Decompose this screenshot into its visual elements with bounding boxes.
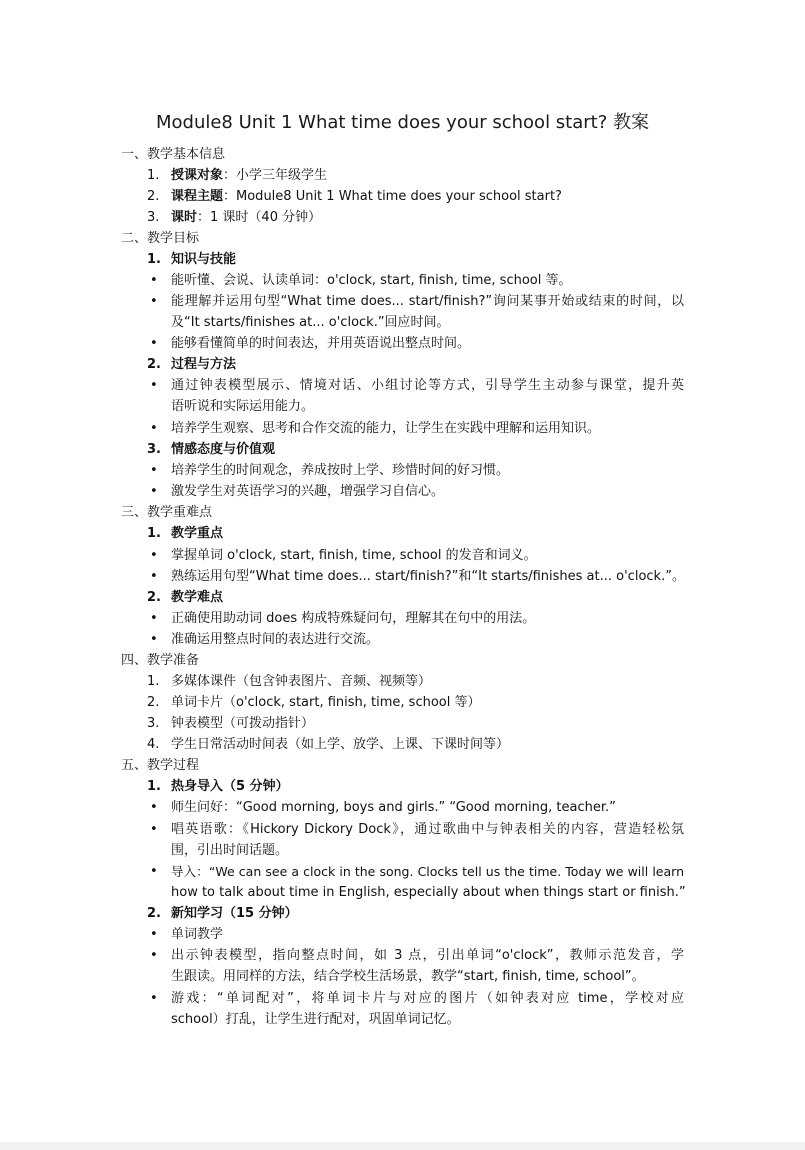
bullet-text: 掌握单词 o'clock, start, finish, time, school 的发音和词义。 [171,548,537,563]
subheading-warmup: 热身导入（5 分钟） [171,779,289,794]
bullet-text: 准确运用整点时间的表达进行交流。 [171,632,380,647]
info-value: ：Module8 Unit 1 What time does your school start? [223,189,562,204]
section-heading-objectives: 二、教学目标 [121,231,200,246]
bullet-icon: • [150,991,158,1006]
subheading-knowledge: 知识与技能 [171,252,237,267]
bullet-text: 培养学生观察、思考和合作交流的能力，让学生在实践中理解和运用知识。 [171,421,601,436]
subheading-focus: 教学重点 [171,526,224,541]
bullet-text: 激发学生对英语学习的兴趣，增强学习自信心。 [171,484,445,499]
list-number: 2. [147,189,160,204]
bullet-icon: • [150,569,158,584]
bullet-text-continued: 生跟读。用同样的方法，结合学校生活场景，教学“start, finish, time, school”。 [171,969,645,984]
subheading-difficulty: 教学难点 [171,590,224,605]
list-number: 2. [147,590,161,605]
bullet-text-continued: 语听说和实际运用能力。 [171,399,315,414]
bullet-icon: • [150,294,158,309]
document-title: Module8 Unit 1 What time does your school start? 教案 [155,112,649,133]
bullet-icon: • [150,632,158,647]
bullet-icon: • [150,378,158,393]
prep-item: 学生日常活动时间表（如上学、放学、上课、下课时间等） [171,737,510,752]
bullet-text: 游戏：“单词配对”，将单词卡片与对应的图片（如钟表对应 time，学校对应 [171,991,684,1006]
bullet-text: 师生问好：“Good morning, boys and girls.” “Good morning, teacher.” [171,800,616,815]
bullet-icon: • [150,800,158,815]
list-number: 1. [147,252,161,267]
bullet-text-continued: 围，引出时间话题。 [171,843,289,858]
prep-item: 单词卡片（o'clock, start, finish, time, school 等） [171,695,481,710]
bullet-text-continued: how to talk about time in English, especially about when things start or finish.” [171,885,686,900]
info-item-audience [171,165,327,186]
subheading-attitude: 情感态度与价值观 [171,442,276,457]
prep-item: 多媒体课件（包含钟表图片、音频、视频等） [171,674,432,689]
list-number: 2. [147,906,161,921]
bullet-text: 能够看懂简单的时间表达，并用英语说出整点时间。 [171,336,471,351]
list-number: 1. [147,674,160,689]
bullet-text: 正确使用助动词 does 构成特殊疑问句，理解其在句中的用法。 [171,611,536,626]
info-item-topic [171,186,562,207]
bullet-icon: • [150,548,158,563]
bullet-icon: • [150,484,158,499]
info-value: ：1 课时（40 分钟） [197,210,322,225]
list-number: 4. [147,737,160,752]
bullet-text: 能听懂、会说、认读单词：o'clock, start, finish, time, school 等。 [171,273,572,288]
list-number: 3. [147,716,160,731]
list-number: 3. [147,442,161,457]
bullet-icon: • [150,822,158,837]
list-number: 3. [147,210,160,225]
list-number: 2. [147,357,161,372]
section-heading-process: 五、教学过程 [121,758,200,773]
bullet-icon: • [150,463,158,478]
section-heading-key-points: 三、教学重难点 [121,505,213,520]
bullet-icon: • [150,864,158,879]
list-number: 1. [147,779,161,794]
info-item-hours [171,207,321,228]
bullet-text: 唱英语歌：《Hickory Dickory Dock》，通过歌曲中与钟表相关的内容，营造轻松氛 [171,822,684,837]
list-number: 1. [147,168,160,183]
list-number: 2. [147,695,160,710]
list-number: 1. [147,526,161,541]
info-label: 授课对象 [171,168,224,183]
bullet-icon: • [150,336,158,351]
subheading-new-learning: 新知学习（15 分钟） [171,906,298,921]
bullet-text-continued: school）打乱，让学生进行配对，巩固单词记忆。 [171,1012,460,1027]
bullet-text: 通过钟表模型展示、情境对话、小组讨论等方式，引导学生主动参与课堂，提升英 [171,378,684,393]
prep-item: 钟表模型（可拨动指针） [171,716,315,731]
bullet-text: 单词教学 [171,927,224,942]
bullet-icon: • [150,273,158,288]
section-heading-basic-info: 一、教学基本信息 [121,147,226,162]
bullet-icon: • [150,421,158,436]
info-label: 课时 [171,210,198,225]
bullet-icon: • [150,927,158,942]
bullet-text: 培养学生的时间观念，养成按时上学、珍惜时间的好习惯。 [171,463,510,478]
subheading-process: 过程与方法 [171,357,237,372]
bullet-text: 导入：“We can see a clock in the song. Clocks tell us the time. Today we will learn [171,864,684,879]
info-value: ：小学三年级学生 [223,168,328,183]
info-label: 课程主题 [171,189,224,204]
bullet-text: 能理解并运用句型“What time does... start/finish?”询问某事开始或结束的时间，以 [171,294,684,309]
bullet-icon: • [150,611,158,626]
bullet-icon: • [150,948,158,963]
bullet-text-continued: 及“It starts/finishes at... o'clock.”回应时间。 [171,315,450,330]
bullet-text: 出示钟表模型，指向整点时间，如 3 点，引出单词“o'clock”，教师示范发音，学 [171,948,684,963]
section-heading-preparation: 四、教学准备 [121,653,200,668]
bullet-text: 熟练运用句型“What time does... start/finish?”和“It starts/finishes at... o'clock.”。 [171,569,685,584]
